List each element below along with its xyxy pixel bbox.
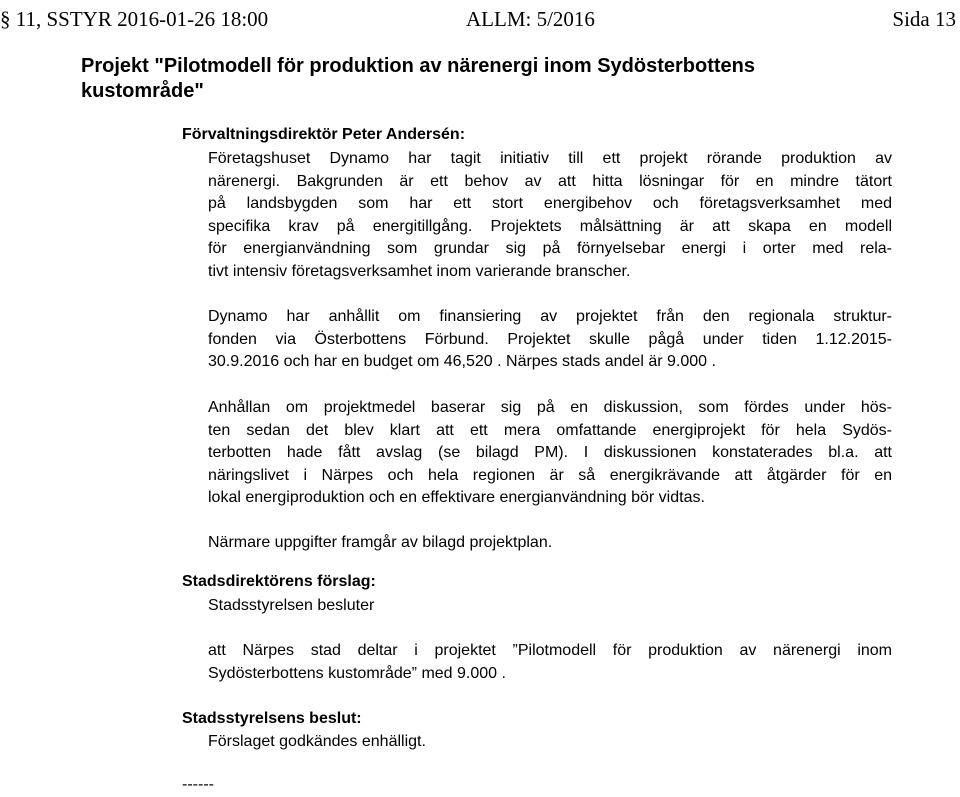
title-line-2: kustområde" [81,80,204,102]
paragraph-line: fonden via Österbottens Förbund. Projektet skulle pågå under tiden 1.12.2015- [208,330,892,348]
header-reference: ALLM: 5/2016 [466,7,595,31]
paragraph-line: på landsbygden som har ett stort energibehov och företagsverksamhet med [208,195,892,212]
paragraph-attachment-note: Närmare uppgifter framgår av bilagd projektplan. [208,534,553,551]
proposal-text [208,640,892,685]
header-page-number: Sida 13 [892,7,956,31]
paragraph-line: näringslivet i Närpes och hela regionen är så energikrävande att åtgärder för en [208,466,892,484]
section-heading-director: Förvaltningsdirektör Peter Andersén: [182,126,466,143]
document-title [81,54,911,104]
decision-text: Förslaget godkändes enhälligt. [208,733,426,750]
paragraph-line: lokal energiproduktion och en effektivare energianvändning bör vidtas. [208,489,705,506]
paragraph-line: för energianvändning som grundar sig på förnyelsebar energi i orter med rela- [208,240,892,257]
paragraph-line: Sydösterbottens kustområde” med 9.000 . [208,664,506,682]
paragraph-line: terbotten hade fått avslag (se bilagd PM). I diskussionen konstaterades bl.a. att [208,444,892,461]
paragraph-background [208,148,892,283]
paragraph-line: ten sedan det blev klart att ett mera omfattande energiprojekt för hela Sydös- [208,421,892,439]
paragraph-application [208,397,892,510]
paragraph-line: närenergi. Bakgrunden är ett behov av att hitta lösningar för en mindre tätort [208,172,892,190]
paragraph-line: Företagshuset Dynamo har tagit initiativ till ett projekt rörande produktion av [208,150,892,167]
paragraph-line: Anhållan om projektmedel baserar sig på en diskussion, som fördes under hös- [208,399,892,416]
proposal-intro: Stadsstyrelsen besluter [208,597,375,614]
header-section-date: § 11, SSTYR 2016-01-26 18:00 [0,7,269,31]
page-header [0,4,956,34]
paragraph-line: 30.9.2016 och har en budget om 46,520 . Närpes stads andel är 9.000 . [208,353,716,370]
paragraph-financing [208,306,892,374]
title-line-1: Projekt "Pilotmodell för produktion av närenergi inom Sydösterbottens [81,55,756,77]
section-heading-decision: Stadsstyrelsens beslut: [182,710,362,727]
separator-dashes: ------ [182,776,214,793]
paragraph-line: Dynamo har anhållit om finansiering av projektet från den regionala struktur- [208,308,892,325]
section-heading-proposal: Stadsdirektörens förslag: [182,573,376,590]
paragraph-line: specifika krav på energitillgång. Projektets målsättning är att skapa en modell [208,217,892,235]
paragraph-line: tivt intensiv företagsverksamhet inom varierande branscher. [208,262,631,280]
paragraph-line: att Närpes stad deltar i projektet ”Pilotmodell för produktion av närenergi inom [208,642,892,659]
